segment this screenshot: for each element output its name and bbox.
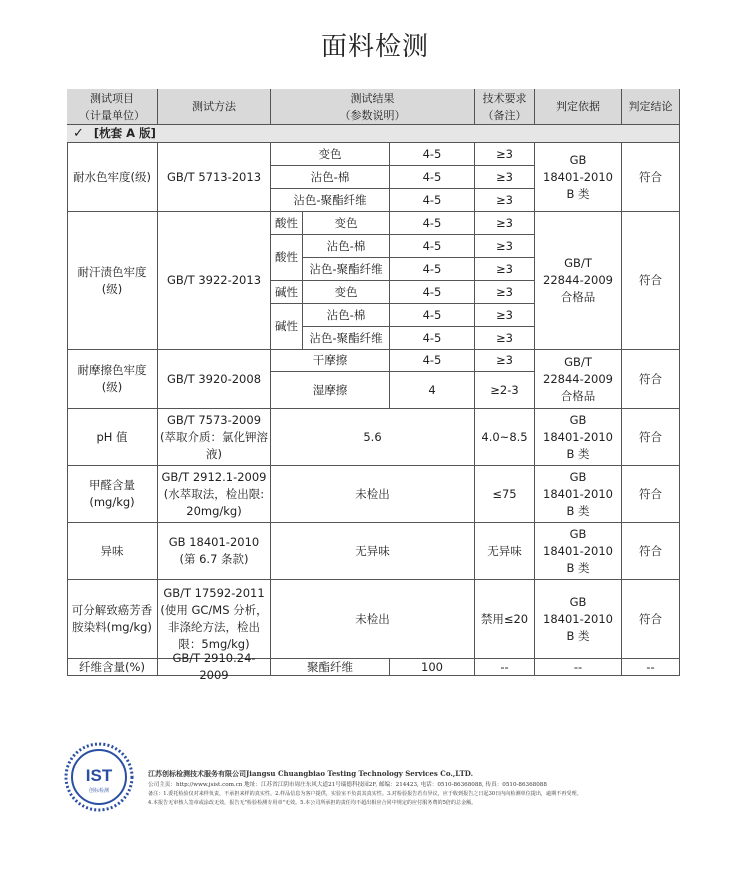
- section-row: [67, 125, 680, 143]
- rub-label-2: 湿摩擦: [271, 372, 390, 409]
- logo-subtext: 创标检测: [88, 788, 110, 794]
- water-label-2: 沾色-棉: [271, 166, 390, 189]
- sweat-req-6: ≥3: [475, 327, 535, 350]
- footer-note-2: 4.本报告无审核人签章或涂改无效，报告无"检验检测专用章"无效。5.本公司所承担的责任均不超出相应合同中规定的应付服务费的5倍的总金额。: [148, 800, 477, 806]
- odor-item: 异味: [67, 523, 158, 580]
- ist-logo: [63, 741, 135, 813]
- ph-req: 4.0~8.5: [475, 409, 535, 466]
- water-value-3: 4-5: [390, 189, 475, 212]
- water-item: 耐水色牢度(级): [67, 143, 158, 212]
- water-method: GB/T 5713-2013: [158, 143, 271, 212]
- section-label: [枕套 A 版]: [93, 126, 156, 140]
- rub-req-2: ≥2-3: [475, 372, 535, 409]
- ph-conclusion: 符合: [622, 409, 680, 466]
- sweat-value-5: 4-5: [390, 304, 475, 327]
- formaldehyde-req: ≤75: [475, 466, 535, 523]
- rub-value-1: 4-5: [390, 350, 475, 372]
- sweat-value-2: 4-5: [390, 235, 475, 258]
- odor-basis: GB 18401-2010 B 类: [535, 523, 622, 580]
- sweat-req-5: ≥3: [475, 304, 535, 327]
- rub-conclusion: 符合: [622, 350, 680, 409]
- azo-req: 禁用≤20: [475, 580, 535, 659]
- water-label-3: 沾色-聚酯纤维: [271, 189, 390, 212]
- formaldehyde-item: 甲醛含量 (mg/kg): [67, 466, 158, 523]
- sweat-label-4: 变色: [303, 281, 390, 304]
- rub-method: GB/T 3920-2008: [158, 350, 271, 409]
- rub-label-1: 干摩擦: [271, 350, 390, 372]
- water-basis: GB 18401-2010 B 类: [535, 143, 622, 212]
- sweat-value-4: 4-5: [390, 281, 475, 304]
- water-req-3: ≥3: [475, 189, 535, 212]
- sweat-label-1: 变色: [303, 212, 390, 235]
- water-req-1: ≥3: [475, 143, 535, 166]
- sweat-item: 耐汗渍色牢度 (级): [67, 212, 158, 350]
- sweat-value-1: 4-5: [390, 212, 475, 235]
- sweat-value-3: 4-5: [390, 258, 475, 281]
- ph-basis: GB 18401-2010 B 类: [535, 409, 622, 466]
- page-title: 面料检测: [320, 32, 429, 62]
- water-value-1: 4-5: [390, 143, 475, 166]
- sweat-label-3: 沾色-聚酯纤维: [303, 258, 390, 281]
- test-results-table: [67, 89, 680, 682]
- header-requirement: 技术要求 （备注）: [475, 89, 535, 125]
- odor-method: GB 18401-2010 (第 6.7 条款): [158, 523, 271, 580]
- logo-text: IST: [85, 766, 113, 785]
- azo-item: 可分解致癌芳香 胺染料(mg/kg): [67, 580, 158, 659]
- header-test-result: 测试结果 （参数说明）: [271, 89, 475, 125]
- sweat-group-alkali-2: 碱性: [271, 304, 303, 350]
- water-conclusion: 符合: [622, 143, 680, 212]
- odor-req: 无异味: [475, 523, 535, 580]
- formaldehyde-conclusion: 符合: [622, 466, 680, 523]
- formaldehyde-result: 未检出: [271, 466, 475, 523]
- footer-note-1: 备注：1.委托检验仅对来样负责，不承担来样的真实性。2.样品信息为客户提供，实验室不负责其真实性。3.对检验报告若有异议，应于收到报告之日起30日内向检测单位提出，逾期不再受理。: [148, 791, 582, 797]
- sweat-label-2: 沾色-棉: [303, 235, 390, 258]
- sweat-method: GB/T 3922-2013: [158, 212, 271, 350]
- odor-result: 无异味: [271, 523, 475, 580]
- odor-conclusion: 符合: [622, 523, 680, 580]
- rub-value-2: 4: [390, 372, 475, 409]
- rub-item: 耐摩擦色牢度 (级): [67, 350, 158, 409]
- header-test-item: 测试项目 （计量单位）: [67, 89, 158, 125]
- fiber-item: 纤维含量(%): [67, 659, 158, 676]
- sweat-basis: GB/T 22844-2009 合格品: [535, 212, 622, 350]
- company-contact-line: 公司主页：http://www.jsist.com.cn 地址：江苏省江阴市周庄东风大道21号瑞德科技园2F, 邮编：214423, 电话：0510-86368088, 传真：0510-86368088: [148, 782, 547, 788]
- water-req-2: ≥3: [475, 166, 535, 189]
- header-basis: 判定依据: [535, 89, 622, 125]
- sweat-req-2: ≥3: [475, 235, 535, 258]
- fiber-label: 聚酯纤维: [271, 659, 390, 676]
- checkmark-icon: ✓: [73, 126, 84, 141]
- azo-conclusion: 符合: [622, 580, 680, 659]
- ph-item: pH 值: [67, 409, 158, 466]
- fiber-method: GB/T 2910.24-2009: [158, 659, 271, 676]
- fiber-req: --: [475, 659, 535, 676]
- fiber-basis: --: [535, 659, 622, 676]
- sweat-group-acid-1: 酸性: [271, 212, 303, 235]
- company-name-line: 江苏创标检测技术服务有限公司Jiangsu Chuangbiao Testing Technology Services Co.,LTD.: [148, 769, 474, 778]
- water-value-2: 4-5: [390, 166, 475, 189]
- azo-basis: GB 18401-2010 B 类: [535, 580, 622, 659]
- ph-result: 5.6: [271, 409, 475, 466]
- header-conclusion: 判定结论: [622, 89, 680, 125]
- sweat-req-4: ≥3: [475, 281, 535, 304]
- rub-req-1: ≥3: [475, 350, 535, 372]
- sweat-label-6: 沾色-聚酯纤维: [303, 327, 390, 350]
- fiber-value: 100: [390, 659, 475, 676]
- sweat-group-alkali-1: 碱性: [271, 281, 303, 304]
- sweat-value-6: 4-5: [390, 327, 475, 350]
- azo-method: GB/T 17592-2011 (使用 GC/MS 分析， 非涤纶方法，检出 限：5mg/kg): [158, 580, 271, 659]
- rub-basis: GB/T 22844-2009 合格品: [535, 350, 622, 409]
- azo-result: 未检出: [271, 580, 475, 659]
- sweat-req-1: ≥3: [475, 212, 535, 235]
- ph-method: GB/T 7573-2009 (萃取介质：氯化钾溶 液): [158, 409, 271, 466]
- water-label-1: 变色: [271, 143, 390, 166]
- sweat-conclusion: 符合: [622, 212, 680, 350]
- sweat-label-5: 沾色-棉: [303, 304, 390, 327]
- sweat-group-acid-2: 酸性: [271, 235, 303, 281]
- sweat-req-3: ≥3: [475, 258, 535, 281]
- fiber-conclusion: --: [622, 659, 680, 676]
- formaldehyde-method: GB/T 2912.1-2009 (水萃取法，检出限: 20mg/kg): [158, 466, 271, 523]
- formaldehyde-basis: GB 18401-2010 B 类: [535, 466, 622, 523]
- header-test-method: 测试方法: [158, 89, 271, 125]
